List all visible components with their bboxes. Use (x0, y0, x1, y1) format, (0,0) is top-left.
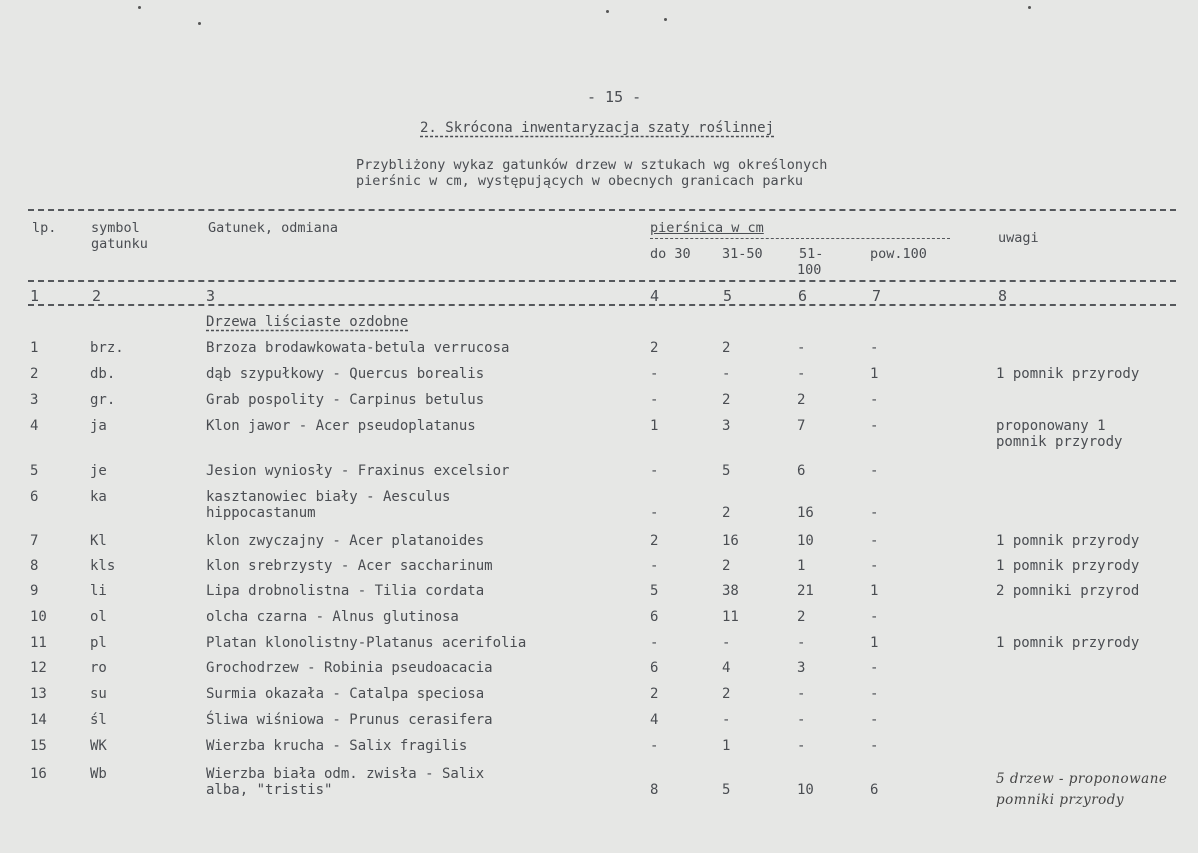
cell-pow100: 1 (870, 583, 879, 599)
cell-symbol: WK (90, 738, 107, 754)
cell-do30: - (650, 463, 659, 479)
cell-uwagi: 1 pomnik przyrody (996, 558, 1140, 574)
cell-pow100: - (870, 505, 879, 521)
cell-symbol: ka (90, 489, 107, 505)
cell-31-50: 5 (722, 782, 731, 798)
group-heading: Drzewa liściaste ozdobne (206, 314, 409, 330)
cell-lp: 1 (30, 340, 39, 356)
cell-symbol: ro (90, 660, 107, 676)
cell-do30: 2 (650, 340, 659, 356)
cell-species-cont: hippocastanum (206, 505, 316, 521)
cell-species: Wierzba krucha - Salix fragilis (206, 738, 468, 754)
cell-species: Lipa drobnolistna - Tilia cordata (206, 583, 485, 599)
scan-speck (606, 10, 609, 13)
handwritten-note-line-2: pomniki przyrody (996, 792, 1125, 808)
cell-species: klon zwyczajny - Acer platanoides (206, 533, 485, 549)
cell-31-50: 2 (722, 686, 731, 702)
cell-pow100: 1 (870, 635, 879, 651)
cell-51-100: 16 (797, 505, 814, 521)
cell-31-50: - (722, 712, 731, 728)
cell-species-cont: alba, "tristis" (206, 782, 333, 798)
header-col-51-100: 51- (799, 246, 824, 262)
cell-pow100: - (870, 463, 879, 479)
cell-uwagi: 1 pomnik przyrody (996, 366, 1140, 382)
cell-31-50: - (722, 635, 731, 651)
cell-lp: 12 (30, 660, 47, 676)
cell-symbol: li (90, 583, 107, 599)
cell-lp: 6 (30, 489, 39, 505)
cell-uwagi: 2 pomniki przyrod (996, 583, 1140, 599)
cell-do30: - (650, 392, 659, 408)
cell-do30: 6 (650, 609, 659, 625)
cell-symbol: śl (90, 712, 107, 728)
cell-species: Klon jawor - Acer pseudoplatanus (206, 418, 476, 434)
cell-pow100: - (870, 418, 879, 434)
cell-symbol: pl (90, 635, 107, 651)
cell-51-100: - (797, 738, 806, 754)
column-number: 2 (92, 287, 102, 305)
column-number: 5 (723, 287, 733, 305)
table-caption (356, 157, 827, 189)
cell-51-100: - (797, 366, 806, 382)
handwritten-note-line-1: 5 drzew - proponowane (996, 771, 1168, 787)
cell-pow100: - (870, 533, 879, 549)
header-lp: lp. (32, 220, 57, 236)
cell-lp: 16 (30, 766, 47, 782)
scan-speck (198, 22, 201, 25)
cell-pow100: - (870, 712, 879, 728)
cell-51-100: 2 (797, 609, 806, 625)
cell-31-50: 38 (722, 583, 739, 599)
cell-do30: 5 (650, 583, 659, 599)
cell-51-100: 10 (797, 782, 814, 798)
cell-symbol: gr. (90, 392, 116, 408)
header-col-31-50: 31-50 (722, 246, 763, 262)
cell-lp: 9 (30, 583, 39, 599)
table-top-rule (28, 209, 1176, 211)
piersnica-rule (650, 238, 950, 239)
cell-pow100: - (870, 738, 879, 754)
cell-lp: 2 (30, 366, 39, 382)
cell-do30: 2 (650, 533, 659, 549)
header-col-do30: do 30 (650, 246, 691, 262)
cell-51-100: 1 (797, 558, 806, 574)
column-number: 6 (798, 287, 808, 305)
cell-pow100: - (870, 609, 879, 625)
column-number: 3 (206, 287, 216, 305)
cell-pow100: - (870, 340, 879, 356)
cell-do30: 4 (650, 712, 659, 728)
cell-lp: 14 (30, 712, 47, 728)
cell-31-50: - (722, 366, 731, 382)
cell-do30: - (650, 366, 659, 382)
cell-lp: 5 (30, 463, 39, 479)
cell-pow100: 1 (870, 366, 879, 382)
cell-lp: 10 (30, 609, 47, 625)
cell-uwagi: proponowany 1 (996, 418, 1106, 434)
cell-uwagi: 1 pomnik przyrody (996, 533, 1140, 549)
header-gatunek: Gatunek, odmiana (208, 220, 339, 236)
cell-lp: 4 (30, 418, 39, 434)
cell-pow100: 6 (870, 782, 879, 798)
header-col-51-100-b: 100 (797, 262, 822, 278)
cell-do30: 1 (650, 418, 659, 434)
cell-species: Grab pospolity - Carpinus betulus (206, 392, 485, 408)
cell-do30: 2 (650, 686, 659, 702)
cell-species: Brzoza brodawkowata-betula verrucosa (206, 340, 510, 356)
cell-31-50: 16 (722, 533, 739, 549)
cell-uwagi-cont: pomnik przyrody (996, 434, 1123, 450)
cell-uwagi: 1 pomnik przyrody (996, 635, 1140, 651)
cell-31-50: 2 (722, 558, 731, 574)
cell-species: Śliwa wiśniowa - Prunus cerasifera (206, 712, 493, 728)
section-heading: 2. Skrócona inwentaryzacja szaty roślinnej (420, 120, 775, 136)
cell-pow100: - (870, 660, 879, 676)
header-symbol: symbol (91, 220, 140, 236)
cell-51-100: 21 (797, 583, 814, 599)
cell-31-50: 2 (722, 505, 731, 521)
cell-51-100: - (797, 686, 806, 702)
cell-51-100: 3 (797, 660, 806, 676)
cell-symbol: Wb (90, 766, 107, 782)
column-number: 8 (998, 287, 1008, 305)
cell-lp: 8 (30, 558, 39, 574)
cell-51-100: - (797, 635, 806, 651)
cell-pow100: - (870, 686, 879, 702)
caption-line-1: Przybliżony wykaz gatunków drzew w sztukach wg określonych (356, 157, 828, 173)
header-uwagi: uwagi (998, 230, 1039, 246)
cell-symbol: ja (90, 418, 107, 434)
cell-51-100: - (797, 340, 806, 356)
cell-lp: 15 (30, 738, 47, 754)
header-bottom-rule (28, 280, 1176, 282)
cell-symbol: ol (90, 609, 107, 625)
cell-31-50: 1 (722, 738, 731, 754)
header-col-pow100: pow.100 (870, 246, 927, 262)
cell-51-100: 10 (797, 533, 814, 549)
scan-speck (664, 18, 667, 21)
cell-51-100: 2 (797, 392, 806, 408)
cell-do30: - (650, 558, 659, 574)
cell-species: olcha czarna - Alnus glutinosa (206, 609, 459, 625)
header-symbol-2: gatunku (91, 236, 148, 252)
caption-line-2: pierśnic w cm, występujących w obecnych granicach parku (356, 173, 804, 189)
cell-symbol: brz. (90, 340, 124, 356)
scan-speck (1028, 6, 1031, 9)
cell-symbol: kls (90, 558, 116, 574)
cell-31-50: 4 (722, 660, 731, 676)
cell-do30: 8 (650, 782, 659, 798)
scan-speck (138, 6, 141, 9)
cell-symbol: je (90, 463, 107, 479)
cell-31-50: 3 (722, 418, 731, 434)
cell-species: klon srebrzysty - Acer saccharinum (206, 558, 493, 574)
cell-do30: - (650, 738, 659, 754)
cell-51-100: - (797, 712, 806, 728)
cell-symbol: Kl (90, 533, 107, 549)
cell-do30: 6 (650, 660, 659, 676)
cell-species: Platan klonolistny-Platanus acerifolia (206, 635, 527, 651)
column-number: 4 (650, 287, 660, 305)
cell-species: kasztanowiec biały - Aesculus (206, 489, 451, 505)
cell-pow100: - (870, 558, 879, 574)
cell-31-50: 2 (722, 392, 731, 408)
cell-51-100: 6 (797, 463, 806, 479)
cell-51-100: 7 (797, 418, 806, 434)
cell-species: dąb szypułkowy - Quercus borealis (206, 366, 485, 382)
cell-lp: 13 (30, 686, 47, 702)
cell-31-50: 2 (722, 340, 731, 356)
cell-species: Wierzba biała odm. zwisła - Salix (206, 766, 485, 782)
column-number: 1 (30, 287, 40, 305)
cell-symbol: db. (90, 366, 116, 382)
cell-do30: - (650, 505, 659, 521)
cell-species: Surmia okazała - Catalpa speciosa (206, 686, 485, 702)
column-number: 7 (872, 287, 882, 305)
page-number: - 15 - (587, 88, 642, 106)
cell-lp: 11 (30, 635, 47, 651)
cell-31-50: 11 (722, 609, 739, 625)
header-piersnica: pierśnica w cm (650, 220, 764, 236)
cell-do30: - (650, 635, 659, 651)
cell-lp: 3 (30, 392, 39, 408)
cell-lp: 7 (30, 533, 39, 549)
cell-species: Grochodrzew - Robinia pseudoacacia (206, 660, 493, 676)
cell-31-50: 5 (722, 463, 731, 479)
cell-pow100: - (870, 392, 879, 408)
cell-species: Jesion wyniosły - Fraxinus excelsior (206, 463, 510, 479)
cell-symbol: su (90, 686, 107, 702)
